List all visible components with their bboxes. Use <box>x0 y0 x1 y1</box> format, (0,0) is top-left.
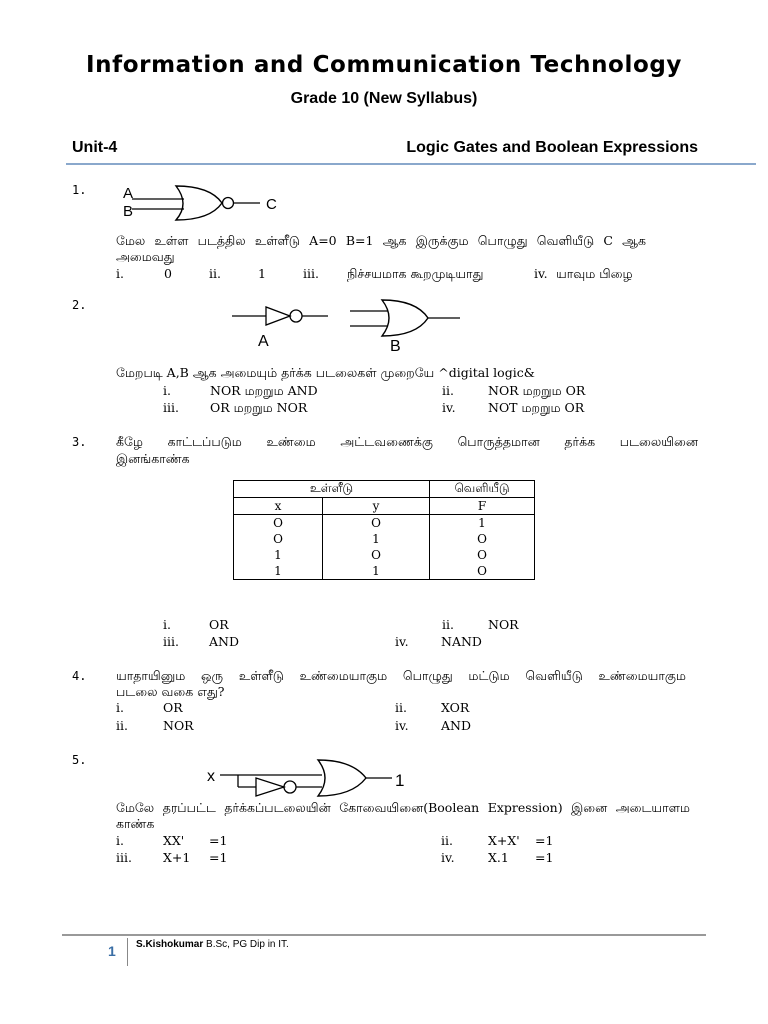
truth-table-input-header: உள்ளீடு <box>234 481 430 498</box>
q2-option-2-num: ii. <box>442 383 454 398</box>
q1-option-4-num: iv. <box>534 266 548 281</box>
table-row <box>234 515 535 532</box>
table-cell: 1 <box>323 531 430 547</box>
author-name: S.Kishokumar <box>136 939 204 950</box>
question-5-number: 5. <box>72 753 87 767</box>
q5-input-x-label: x <box>207 768 215 785</box>
question-5-text: மேலே தரப்பட்ட தர்க்கப்படலையின் கோவையினை(Boolean Expression) இனை அடையாளம <box>116 800 690 815</box>
table-cell: O <box>234 515 323 532</box>
nor-gate-diagram <box>118 182 288 224</box>
question-1-text: மேல உள்ள படத்தில உள்ளீடு A=0 B=1 ஆக இருக்கும பொழுது வெளியீடு C ஆக <box>116 233 646 248</box>
q5-output-one-label: 1 <box>395 771 405 790</box>
footer-divider <box>62 934 706 936</box>
table-cell: O <box>430 547 535 563</box>
q1-option-3-text: நிச்சயமாக கூறமுடியாது <box>347 266 484 281</box>
q3-option-3-text: AND <box>209 634 239 649</box>
q1-option-1-num: i. <box>116 266 124 281</box>
footer-separator <box>127 938 128 966</box>
q2-option-1-text: NOR மறறும AND <box>210 383 318 398</box>
q4-option-4-text: AND <box>441 718 471 733</box>
q2-option-3-text: OR மறறும NOR <box>210 400 308 415</box>
question-1-text-line2: அமைவது <box>116 249 175 264</box>
q5-option-2-num: ii. <box>441 833 453 848</box>
q2-gate-b-label: B <box>390 338 401 355</box>
q4-option-2-num: ii. <box>395 700 407 715</box>
q3-option-3-num: iii. <box>163 634 179 649</box>
author-credentials: B.Sc, PG Dip in IT. <box>203 939 289 950</box>
q2-option-2-text: NOR மறறும OR <box>488 383 586 398</box>
question-2-number: 2. <box>72 298 87 312</box>
topic-label: Logic Gates and Boolean Expressions <box>406 139 698 156</box>
table-cell: O <box>430 563 535 580</box>
question-3-number: 3. <box>72 435 87 449</box>
q2-gate-a-label: A <box>258 333 269 350</box>
truth-table <box>233 480 535 580</box>
question-4-text-line2: படலை வகை எது? <box>116 684 225 699</box>
q3-option-1-text: OR <box>209 617 229 632</box>
table-cell: 1 <box>234 563 323 580</box>
q5-option-1-expr: XX' <box>163 833 185 848</box>
q4-option-2-text: XOR <box>441 700 470 715</box>
question-1-number: 1. <box>72 183 87 197</box>
q5-option-3-num: iii. <box>116 850 132 865</box>
header-divider <box>66 163 756 165</box>
q5-option-2-eq: =1 <box>535 833 554 848</box>
q5-option-4-eq: =1 <box>535 850 554 865</box>
q5-option-1-num: i. <box>116 833 124 848</box>
q4-option-4-num: iv. <box>395 718 409 733</box>
q1-option-2-num: ii. <box>209 266 221 281</box>
q2-option-4-text: NOT மறறும OR <box>488 400 585 415</box>
q3-option-2-text: NOR <box>488 617 519 632</box>
question-2-text: மேறபடி A,B ஆக அமையும் தர்க்க படலைகள் முறையே ^digital logic& <box>116 365 535 380</box>
truth-table-output-header: வெளியீடு <box>430 481 535 498</box>
page-number: 1 <box>108 943 116 959</box>
q4-option-1-num: i. <box>116 700 124 715</box>
unit-label: Unit-4 <box>72 139 118 156</box>
q1-option-1-text: 0 <box>164 266 172 281</box>
truth-table-col-f: F <box>430 498 535 515</box>
table-row <box>234 531 535 547</box>
table-cell: O <box>234 531 323 547</box>
footer-author <box>136 939 289 950</box>
q5-option-3-eq: =1 <box>209 850 228 865</box>
q3-option-1-num: i. <box>163 617 171 632</box>
question-3-text: கீழே காட்டப்படும உண்மை அட்டவணைக்கு பொருத்தமான தர்க்க படலையினை <box>116 434 698 449</box>
question-5-text-line2: காண்க <box>116 816 155 831</box>
question-4-text: யாதாயினும ஒரு உள்ளீடு உண்மையாகும பொழுது மட்டும வெளியீடு உண்மையாகும <box>116 668 686 683</box>
q3-option-4-num: iv. <box>395 634 409 649</box>
table-cell: 1 <box>323 563 430 580</box>
table-row <box>234 563 535 580</box>
table-cell: O <box>430 531 535 547</box>
table-cell: O <box>323 547 430 563</box>
table-row <box>234 547 535 563</box>
question-3-text-line2: இனங்காண்க <box>116 451 190 466</box>
q3-option-4-text: NAND <box>441 634 482 649</box>
truth-table-col-x: x <box>234 498 323 515</box>
q4-option-1-text: OR <box>163 700 183 715</box>
table-cell: 1 <box>430 515 535 532</box>
q5-option-4-num: iv. <box>441 850 455 865</box>
q1-option-4-text: யாவும பிழை <box>556 266 633 281</box>
q1-output-c-label: C <box>266 196 277 213</box>
question-4-number: 4. <box>72 669 87 683</box>
q2-option-3-num: iii. <box>163 400 179 415</box>
not-and-or-gate-diagram <box>228 295 468 355</box>
q2-option-1-num: i. <box>163 383 171 398</box>
q1-option-2-text: 1 <box>258 266 266 281</box>
q5-option-2-expr: X+X' <box>488 833 520 848</box>
q5-option-1-eq: =1 <box>209 833 228 848</box>
q4-option-3-text: NOR <box>163 718 194 733</box>
q1-input-b-label: B <box>123 203 134 220</box>
truth-table-col-y: y <box>323 498 430 515</box>
q2-option-4-num: iv. <box>442 400 456 415</box>
q5-option-4-expr: X.1 <box>488 850 509 865</box>
document-subtitle: Grade 10 (New Syllabus) <box>290 90 478 107</box>
not-or-gate-diagram <box>202 756 412 798</box>
table-cell: O <box>323 515 430 532</box>
document-title: Information and Communication Technology <box>85 52 682 78</box>
q4-option-3-num: ii. <box>116 718 128 733</box>
q1-option-3-num: iii. <box>303 266 319 281</box>
q1-input-a-label: A <box>123 185 134 202</box>
q5-option-3-expr: X+1 <box>163 850 191 865</box>
table-cell: 1 <box>234 547 323 563</box>
q3-option-2-num: ii. <box>442 617 454 632</box>
